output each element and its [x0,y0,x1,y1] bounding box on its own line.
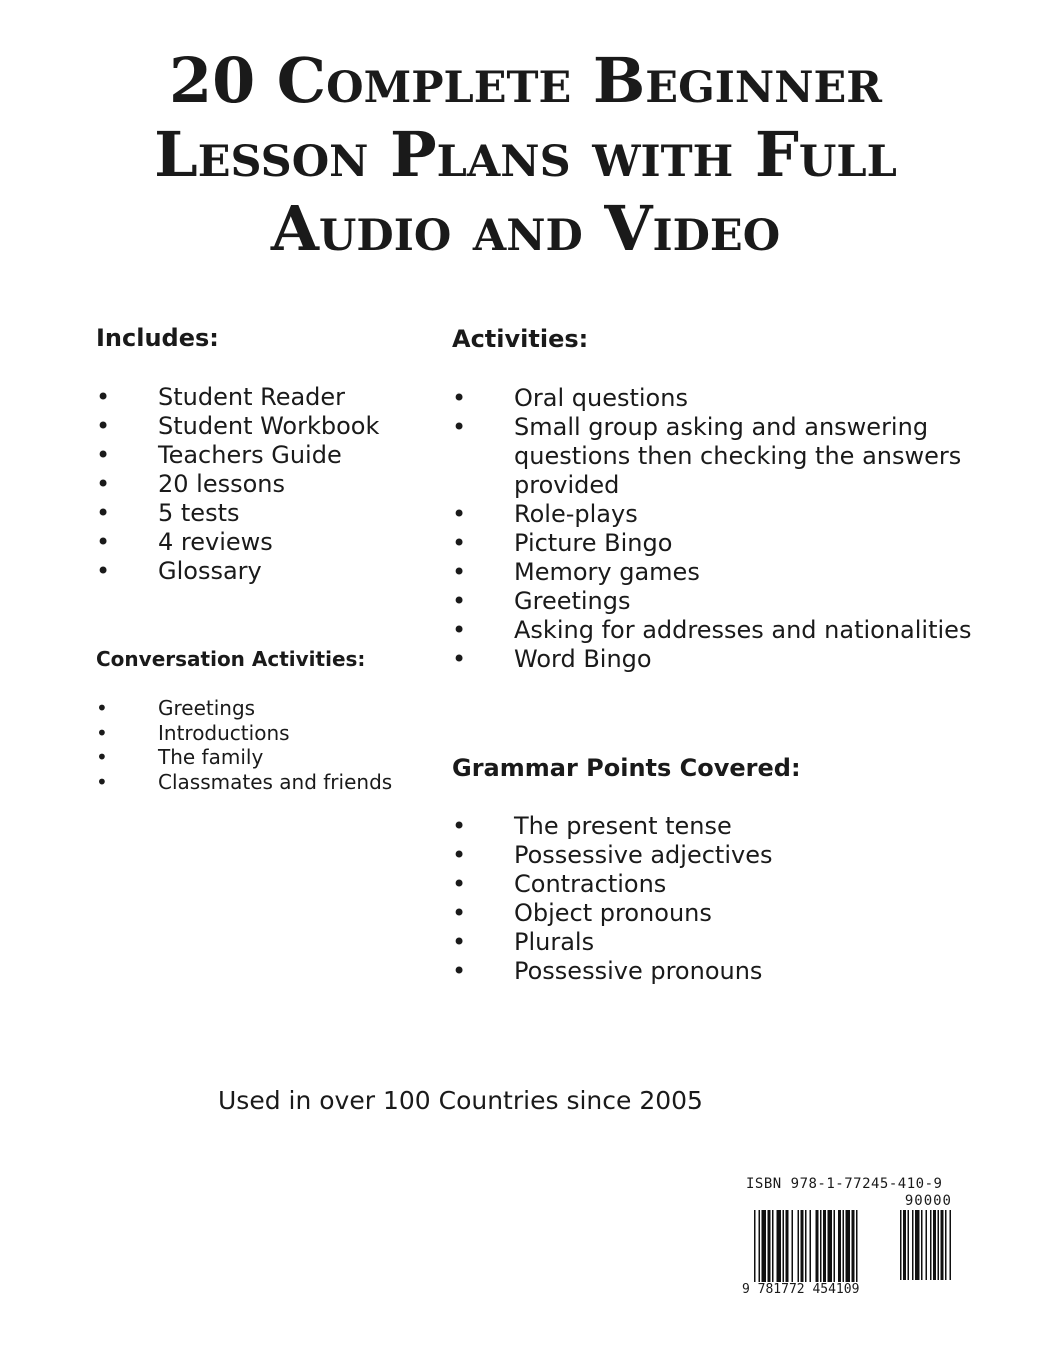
title-line-2: Lesson Plans with Full [154,118,897,191]
grammar-heading: Grammar Points Covered: [452,754,801,782]
bullet-icon: • [452,870,467,898]
bullet-icon: • [452,957,467,985]
bullet-icon: • [452,645,467,673]
bullet-icon: • [452,500,467,528]
activities-heading: Activities: [452,325,589,353]
tagline: Used in over 100 Countries since 2005 [218,1086,703,1115]
bullet-icon: • [96,441,111,469]
bullet-icon: • [96,383,111,411]
bullet-icon: • [96,470,111,498]
bullet-icon: • [96,528,111,556]
isbn-label: ISBN 978-1-77245-410-9 [746,1176,943,1192]
bullet-icon: • [452,928,467,956]
bullet-icon: • [96,769,108,794]
bullet-icon: • [452,587,467,615]
bullet-icon: • [96,499,111,527]
bullet-icon: • [452,558,467,586]
bullet-icon: • [452,812,467,840]
bullet-icon: • [452,384,467,412]
conversation-heading: Conversation Activities: [96,647,366,671]
bullet-icon: • [96,720,108,745]
bullet-icon: • [96,557,111,585]
price-addon: 90000 [904,1193,952,1209]
barcode-digits: 9 781772 454109 [742,1282,860,1297]
includes-heading: Includes: [96,324,219,352]
bullet-icon: • [452,899,467,927]
bullet-icon: • [96,696,108,720]
bullet-icon: • [96,412,111,440]
bullet-icon: • [452,841,467,869]
title-line-1: 20 Complete Beginner [168,44,883,117]
title-line-3: Audio and Video [270,192,781,265]
barcode [742,1176,956,1300]
bullet-icon: • [96,745,108,769]
bullet-icon: • [452,616,467,644]
bullet-icon: • [452,529,467,557]
bullet-icon: • [452,413,467,441]
barcode-bars-icon [754,1210,954,1290]
book-title [0,44,1051,266]
